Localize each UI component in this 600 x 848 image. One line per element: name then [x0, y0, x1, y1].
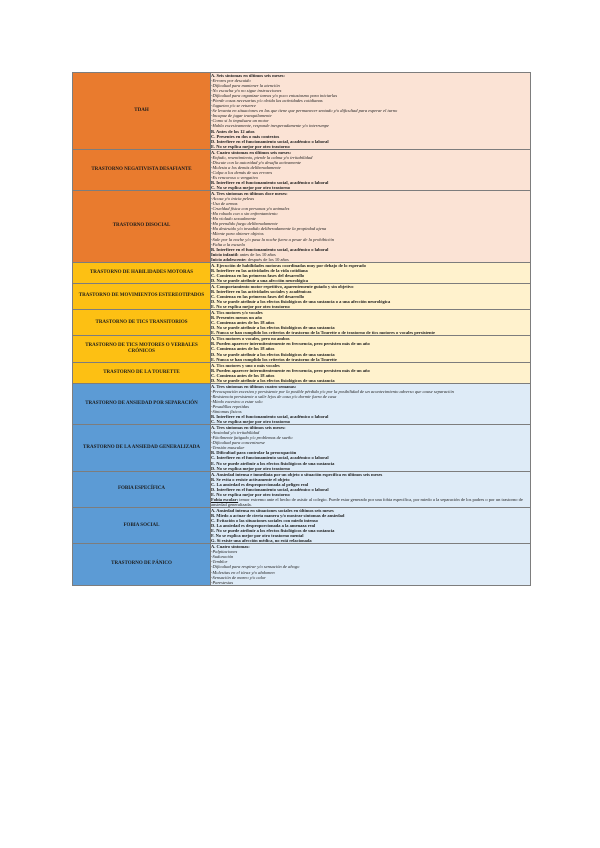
disorder-name: TRASTORNO NEGATIVISTA DESAFIANTE [73, 149, 211, 190]
criterion-text: -Dificultad para organizar tareas y/o poco entusiasmo para iniciarlas [211, 93, 338, 99]
criterion-text: B. Interfiere en el funcionamiento social, académico o laboral [211, 246, 329, 252]
criterion-text: E. Nunca se han cumplido los criterios de trastorno de la Tourette o de trastorno de tics motores o vocales persistente [211, 330, 435, 336]
criterion-line [211, 419, 530, 424]
criterion-text: A. Tics motores o vocales, pero no ambos [211, 336, 290, 342]
criterion-prefix: Inicio adolescente: [211, 256, 247, 262]
disorder-row [73, 262, 531, 283]
criterion-text: -Tensión muscular [211, 445, 245, 451]
criterion-text: -Miedo excesivo a estar solo [211, 398, 263, 404]
disorder-name: TRASTORNO DISOCIAL [73, 191, 211, 263]
criteria-cell [211, 191, 531, 263]
criterion-line [211, 378, 530, 383]
criterion-text: -Falta a la escuela [211, 241, 245, 247]
criterion-text: -Ha robado con o sin enfrentamiento [211, 211, 278, 217]
criterion-text: -Molesta a los demás deliberadamente [211, 164, 281, 170]
criterion-text: -Juguetea y/o se retuerce [211, 103, 257, 109]
disorder-row [73, 544, 531, 585]
criterion-text: D. No se explica mejor por otro trastorno [211, 465, 290, 471]
criterion-text: -Parestesias [211, 579, 234, 585]
criterion-text: C. Interfiere en el funcionamiento social, académico o laboral [211, 455, 329, 461]
criterion-text: -Ansiedad y/o irritabilidad [211, 430, 260, 436]
criterion-text: -Dificultad para concentrarse [211, 440, 265, 446]
criterion-line [211, 330, 530, 335]
disorder-row [73, 336, 531, 362]
criterion-text: A. Comportamiento motor repetitivo, aparentemente guiado y sin objetivo [211, 283, 354, 289]
disorder-name: TRASTORNO DE TICS MOTORES O VERBALES CRÓNICOS [73, 336, 211, 362]
criteria-cell [211, 310, 531, 336]
disorder-row [73, 283, 531, 309]
criterion-text: E. No se explica mejor por otro trastorno [211, 143, 290, 149]
criterion-line [211, 257, 530, 262]
criterion-text: -Sale por la noche y/o pasa la noche fuera a pesar de la prohibición [211, 236, 334, 242]
criterion-text: -Pierde cosas necesarias y/o olvida las actividades cotidianas [211, 98, 323, 104]
criterion-text: después de los 10 años [247, 256, 289, 262]
criterion-text: F. No se explica mejor por otro trastorno mental [211, 533, 304, 539]
criterion-text: A. Tres síntomas en últimos cuatro semanas: [211, 383, 297, 389]
criterion-text: -Usa de armas [211, 201, 238, 207]
criterion-text: antes de los 10 años [239, 251, 276, 257]
criterion-text: E. No se puede atribuir a los efectos fisiológicos de una sustancia [211, 528, 335, 534]
criterion-line [211, 278, 530, 283]
criterion-text: -Temblor [211, 559, 228, 565]
criterion-text: -Ha violado sexualmente [211, 216, 256, 222]
criterion-text: E. Nunca se han cumplido los criterios de trastorno de la Tourette [211, 356, 337, 362]
criterion-text: C. La ansiedad es desproporcionada al peligro real [211, 481, 309, 487]
criterion-text: E. No se explica mejor por otro trastorno [211, 304, 290, 310]
criterion-text: -Crueldad física con personas y/o animales [211, 206, 290, 212]
disorder-name: FOBIA SOCIAL [73, 507, 211, 543]
criterion-line [211, 466, 530, 471]
criterion-line [211, 357, 530, 362]
disorder-row [73, 191, 531, 263]
criterion-text: -Palpitaciones [211, 549, 238, 555]
criteria-cell [211, 471, 531, 507]
disorder-name: TRASTORNO DE LA TOURETTE [73, 362, 211, 383]
criterion-text: C. No se explica mejor por otro trastorno [211, 419, 290, 425]
criterion-text: -Ha destruido y/o invadido deliberadamente la propiedad ajena [211, 226, 327, 232]
criterion-text: C. Comienza antes de los 18 años [211, 320, 275, 326]
criterion-line [211, 497, 530, 507]
criterion-text: -Acosa y/o inicia peleas [211, 196, 255, 202]
criteria-table [72, 72, 531, 586]
criterion-text: C. Evitación o las situaciones sociales con miedo intenso [211, 518, 318, 524]
criterion-text: D. No se puede atribuir a los efectos fisiológicos de una sustancia [211, 325, 335, 331]
criterion-line [211, 538, 530, 543]
criterion-text: temor extremo ante el hecho de asistir al colegio. Puede estar generado por una fobia específica, por miedo a la separación de los padres o por un trastorno de ansiedad generalizada. [211, 496, 523, 507]
criterion-text: -No escucha y/o no sigue instrucciones [211, 88, 282, 94]
disorder-name: TRASTORNO DE MOVIMIENTOS ESTEREOTIPADOS [73, 283, 211, 309]
criterion-text: -Sudoración [211, 554, 234, 560]
criterion-text: -Molestias en el tórax y/o abdomen [211, 569, 275, 575]
criterion-text: D. No se puede atribuir a los efectos fisiológicos de una sustancia o a una afección neurológica [211, 299, 391, 305]
criterion-prefix: Inicio infantil: [211, 251, 239, 257]
criterion-line [211, 144, 530, 149]
disorder-name: FOBIA ESPECÍFICA [73, 471, 211, 507]
criterion-text: B. Antes de los 12 años [211, 128, 255, 134]
criterion-text: C. Comienza antes de los 18 años [211, 346, 275, 352]
criterion-text: E. No se puede atribuir a los efectos fisiológicos de una sustancia [211, 460, 335, 466]
criterion-text: A. Tres síntomas en últimos seis meses: [211, 425, 286, 431]
criterion-line [211, 185, 530, 190]
criteria-cell [211, 425, 531, 471]
criterion-text: D. No se puede atribuir a los efectos fisiológicos de una sustancia [211, 351, 335, 357]
criterion-text: -Discute con la autoridad y/o desafía activamente [211, 159, 301, 165]
criterion-text: -Culpa a los demás de sus errores [211, 169, 273, 175]
criterion-text: A. Tics motores y uno o más vocales [211, 362, 280, 368]
criterion-text: C. Presentes en dos o más contextos [211, 133, 280, 139]
criterion-text: -Pesadillas repetidas [211, 404, 249, 409]
criterion-text: -Incapaz de jugar tranquilamente [211, 113, 272, 119]
criterion-text: A. Ansiedad intensa en situaciones sociales en últimos seis meses [211, 507, 334, 513]
criterion-text: -Miente para obtener objetos [211, 231, 264, 237]
disorder-name: TRASTORNO DE TICS TRANSITORIOS [73, 310, 211, 336]
disorder-row [73, 425, 531, 471]
criterion-text: A. Cuatro síntomas en últimos seis meses: [211, 149, 292, 155]
disorder-name: TRASTORNO DE PÁNICO [73, 544, 211, 585]
disorder-name: TRASTORNO DE HABILIDADES MOTORAS [73, 262, 211, 283]
criteria-cell [211, 362, 531, 383]
criterion-text: -Sensación de mareo y/o calor [211, 574, 266, 580]
criterion-text: E. No se explica mejor por otro trastorno [211, 491, 290, 497]
criterion-text: C. Comienza en las primeras fases del desarrollo [211, 294, 305, 300]
disorder-name: TRASTORNO DE LA ANSIEDAD GENERALIZADA [73, 425, 211, 471]
criterion-text: -Se levanta en situaciones en las que tiene que permanecer sentado y/o dificultad para esperar el turno [211, 108, 398, 114]
criterion-line [211, 580, 530, 585]
criterion-text: B. Pueden aparecer intermitentemente en frecuencia, pero persisten más de un año [211, 341, 370, 347]
disorder-name: TDAH [73, 73, 211, 150]
disorder-name: TRASTORNO DE ANSIEDAD POR SEPARACIÓN [73, 383, 211, 424]
criteria-cell [211, 507, 531, 543]
criterion-text: A. Tres síntomas en últimos doce meses: [211, 191, 288, 197]
disorder-row [73, 149, 531, 190]
criterion-text: A. Cuatro síntomas: [211, 544, 250, 550]
criterion-text: A. Seis síntomas en últimos seis meses: [211, 73, 285, 78]
criterion-text: B. Pueden aparecer intermitentemente en frecuencia, pero persisten más de un año [211, 367, 370, 373]
criterion-text: A. Ansiedad intensa e inmediata por un objeto o situación específica en últimos seis meses [211, 471, 383, 477]
criterion-text: -Habla excesivamente, responde inesperadamente y/o interrumpe [211, 123, 330, 129]
criterion-text: -Errores por descuido [211, 78, 251, 84]
criterion-text: D. Interfiere en el funcionamiento social, académico o laboral [211, 138, 329, 144]
criterion-text: B. Miedo a actuar de cierta manera y/o mostrar síntomas de ansiedad [211, 512, 345, 518]
criterion-text: -Como si lo impulsara un motor [211, 118, 269, 124]
criterion-text: -Dificultad para respirar y/o sensación de ahogo [211, 564, 300, 570]
criteria-cell [211, 73, 531, 150]
criterion-text: -Enfado, resentimiento, pierde la calma y/o irritabilidad [211, 154, 313, 160]
criterion-text: B. Interfiere en las actividades sociales y académicas [211, 288, 312, 294]
criterion-prefix: Fobia escolar: [211, 496, 239, 502]
criterion-text: B. Se evita o resiste activamente el objeto [211, 476, 290, 482]
criterion-text: D. No se puede atribuir a una afección neurológica [211, 277, 308, 283]
criterion-text: D. No se puede atribuir a los efectos fisiológicos de una sustancia [211, 377, 335, 383]
criteria-cell [211, 262, 531, 283]
criterion-text: -Resistencia persistente a salir lejos de casa y/o dormir fuera de casa [211, 393, 337, 399]
criterion-line [211, 304, 530, 309]
criterion-text: -Preocupación excesiva y persistente por la posible pérdida y/o por la posibilidad de un acontecimiento adverso que cause separación [211, 388, 454, 394]
criterion-text: -Dificultad para mantener la atención [211, 83, 280, 89]
criterion-text: C. Comienza en las primeras fases del desarrollo [211, 272, 305, 278]
criteria-cell [211, 336, 531, 362]
disorder-row [73, 507, 531, 543]
criteria-table-body [73, 73, 531, 586]
criteria-cell [211, 544, 531, 585]
criterion-text: C. Comienza antes de los 18 años [211, 372, 275, 378]
disorder-row [73, 471, 531, 507]
criterion-text: -Síntomas físicos [211, 409, 242, 415]
criterion-text: B. Interfiere en el funcionamiento social, académico o laboral [211, 414, 329, 420]
criteria-cell [211, 149, 531, 190]
criterion-text: -Fácilmente fatigado y/o problemas de sueño [211, 435, 293, 441]
criterion-text: A. Tics motores y/o vocales [211, 310, 263, 316]
criterion-text: A. Ejecución de habilidades motoras coordinadas muy por debajo de lo esperado [211, 262, 366, 268]
criterion-text: B. Dificultad para controlar la preocupación [211, 450, 297, 456]
criterion-text: -Es rencoroso o vengativo [211, 174, 259, 180]
disorder-row [73, 73, 531, 150]
disorder-row [73, 310, 531, 336]
criterion-text: B. Presentes menos un año [211, 315, 263, 321]
criterion-text: D. La ansiedad es desproporcionada a la amenaza real [211, 523, 316, 529]
disorder-row [73, 362, 531, 383]
criterion-text: B. Interfiere en el funcionamiento social, académico o laboral [211, 179, 329, 185]
criterion-text: G. Si existe una afección médica, no está relacionada [211, 538, 312, 544]
criteria-cell [211, 283, 531, 309]
criteria-cell [211, 383, 531, 424]
criterion-text: B. Interfiere en las actividades de la vida cotidiana [211, 267, 308, 273]
disorder-row [73, 383, 531, 424]
criterion-text: -Ha prendido fuego deliberadamente [211, 221, 278, 227]
criterion-text: C. No se explica mejor por otro trastorno [211, 185, 290, 191]
criterion-text: D. Interfiere en el funcionamiento social, académico o laboral [211, 486, 329, 492]
